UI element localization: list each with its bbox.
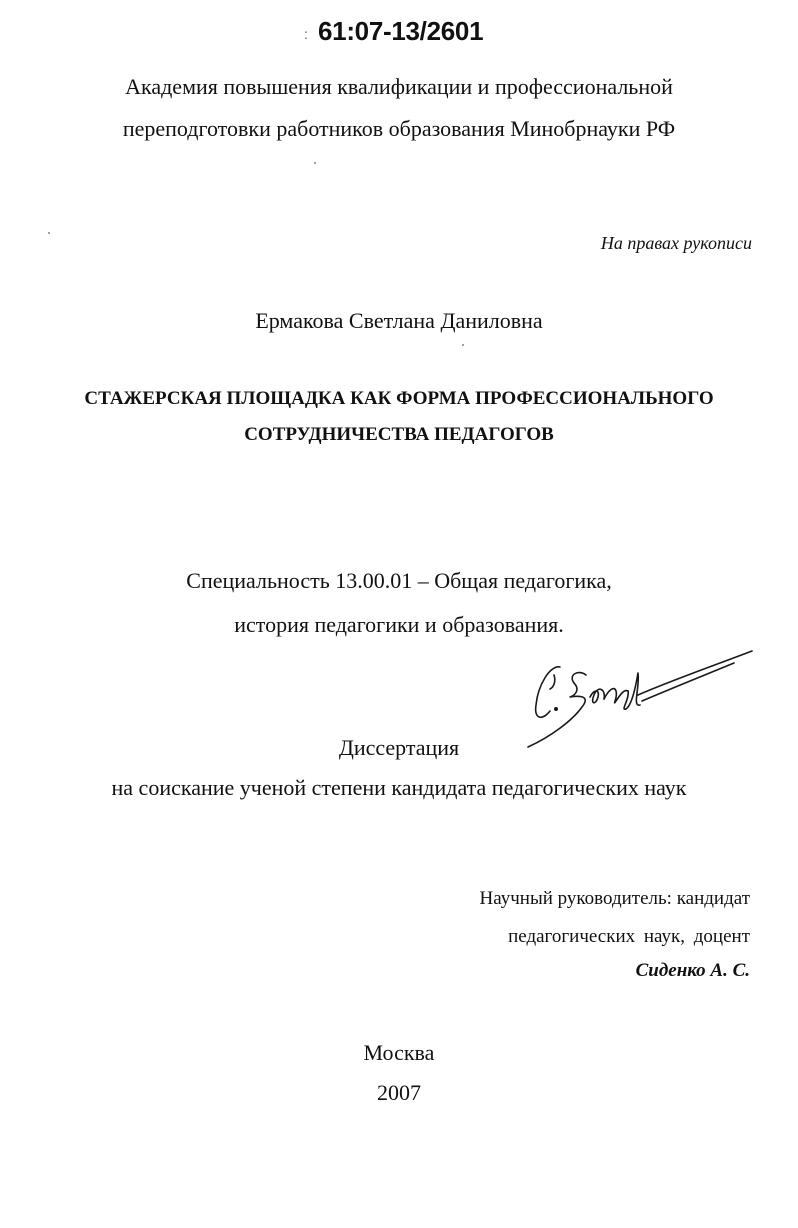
year: 2007	[377, 1080, 421, 1105]
specialty-line-1: Специальность 13.00.01 – Общая педагогика,	[186, 568, 612, 593]
dissertation-label: Диссертация	[338, 735, 460, 760]
degree-line: на соискание ученой степени кандидата педагогических наук	[111, 775, 687, 800]
document-number: 61:07-13/2601	[318, 16, 484, 46]
supervisor-line-2: педагогических наук, доцент	[508, 926, 750, 947]
scan-tick-mark: :	[304, 26, 308, 42]
supervisor-line-1: Научный руководитель: кандидат	[479, 888, 750, 909]
scan-speck	[48, 232, 50, 234]
city: Москва	[363, 1040, 435, 1065]
institution-line-2: переподготовки работников образования Минобрнауки РФ	[122, 116, 676, 141]
scan-speck	[314, 162, 316, 164]
specialty-line-2: история педагогики и образования.	[234, 612, 564, 637]
scan-speck	[462, 344, 464, 346]
thesis-title-line-1: СТАЖЕРСКАЯ ПЛОЩАДКА КАК ФОРМА ПРОФЕССИОНАЛЬНОГО	[84, 388, 714, 409]
thesis-title-line-2: СОТРУДНИЧЕСТВА ПЕДАГОГОВ	[244, 424, 554, 445]
supervisor-name: Сиденко А. С.	[635, 960, 750, 981]
manuscript-rights-note: На правах рукописи	[600, 233, 752, 253]
institution-line-1: Академия повышения квалификации и профессиональной	[125, 74, 673, 99]
author-name: Ермакова Светлана Даниловна	[255, 308, 543, 333]
